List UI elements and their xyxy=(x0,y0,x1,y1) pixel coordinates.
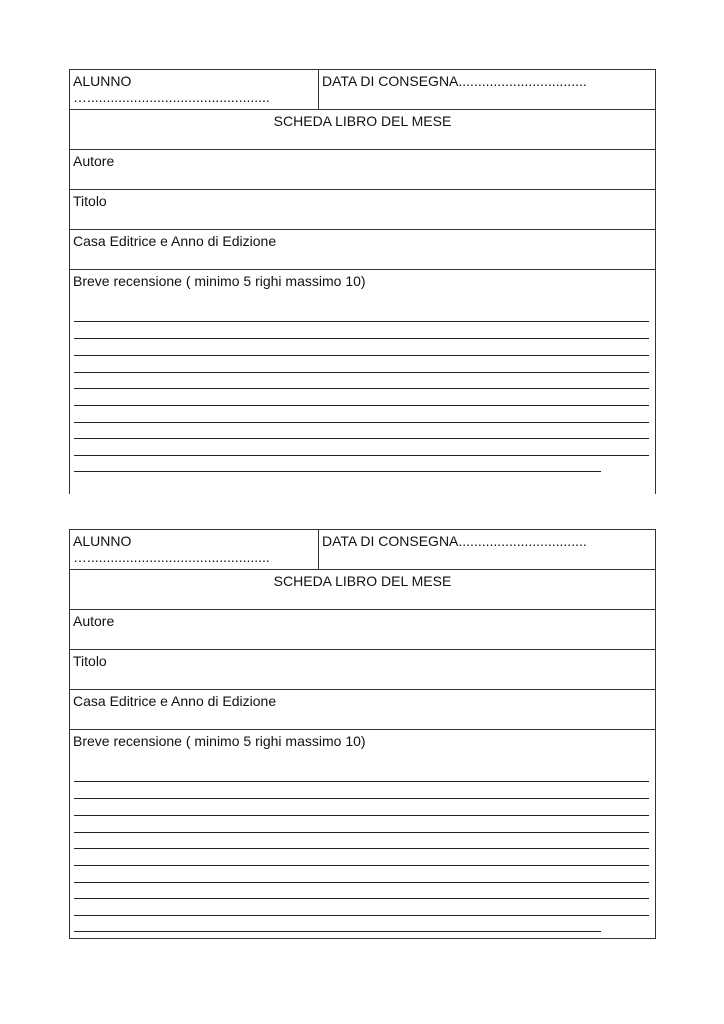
delivery-date-label: DATA DI CONSEGNA................................. xyxy=(322,73,587,89)
writing-line xyxy=(74,455,649,456)
author-label: Autore xyxy=(73,153,115,169)
book-title-row[interactable] xyxy=(69,189,656,229)
student-dots: …............................................... xyxy=(73,89,270,105)
author-row[interactable] xyxy=(69,149,656,189)
student-cell[interactable] xyxy=(70,70,319,109)
student-label: ALUNNO xyxy=(73,533,132,549)
book-form-2 xyxy=(69,529,656,939)
publisher-row[interactable] xyxy=(69,229,656,269)
publisher-row[interactable] xyxy=(69,689,656,729)
student-cell[interactable] xyxy=(70,530,319,569)
writing-line xyxy=(74,388,649,389)
writing-line xyxy=(74,915,649,916)
writing-line xyxy=(74,798,649,799)
book-form-1 xyxy=(69,69,656,494)
review-row[interactable] xyxy=(69,729,656,939)
student-dots: …............................................... xyxy=(73,549,270,565)
review-row[interactable] xyxy=(69,269,656,494)
writing-line xyxy=(74,355,649,356)
writing-line xyxy=(74,882,649,883)
book-title-label: Titolo xyxy=(73,653,107,669)
delivery-date-cell[interactable] xyxy=(319,530,655,569)
form-title: SCHEDA LIBRO DEL MESE xyxy=(273,573,452,589)
student-label: ALUNNO xyxy=(73,73,132,89)
delivery-date-label: DATA DI CONSEGNA................................. xyxy=(322,533,587,549)
form-title-row xyxy=(69,569,656,609)
writing-line xyxy=(74,405,649,406)
publisher-label: Casa Editrice e Anno di Edizione xyxy=(73,233,277,249)
writing-line xyxy=(74,321,649,322)
header-row xyxy=(69,69,656,109)
delivery-date-cell[interactable] xyxy=(319,70,655,109)
writing-line xyxy=(74,931,601,932)
author-row[interactable] xyxy=(69,609,656,649)
form-title: SCHEDA LIBRO DEL MESE xyxy=(273,113,452,129)
writing-line xyxy=(74,438,649,439)
review-label: Breve recensione ( minimo 5 righi massimo 10) xyxy=(73,273,366,289)
review-label: Breve recensione ( minimo 5 righi massimo 10) xyxy=(73,733,366,749)
writing-line xyxy=(74,338,649,339)
book-title-label: Titolo xyxy=(73,193,107,209)
writing-line xyxy=(74,815,649,816)
writing-line xyxy=(74,865,649,866)
writing-line xyxy=(74,848,649,849)
writing-line xyxy=(74,898,649,899)
author-label: Autore xyxy=(73,613,115,629)
form-title-row xyxy=(69,109,656,149)
writing-line xyxy=(74,832,649,833)
writing-line xyxy=(74,422,649,423)
publisher-label: Casa Editrice e Anno di Edizione xyxy=(73,693,277,709)
writing-line xyxy=(74,372,649,373)
book-title-row[interactable] xyxy=(69,649,656,689)
header-row xyxy=(69,529,656,569)
writing-line xyxy=(74,471,601,472)
writing-line xyxy=(74,781,649,782)
